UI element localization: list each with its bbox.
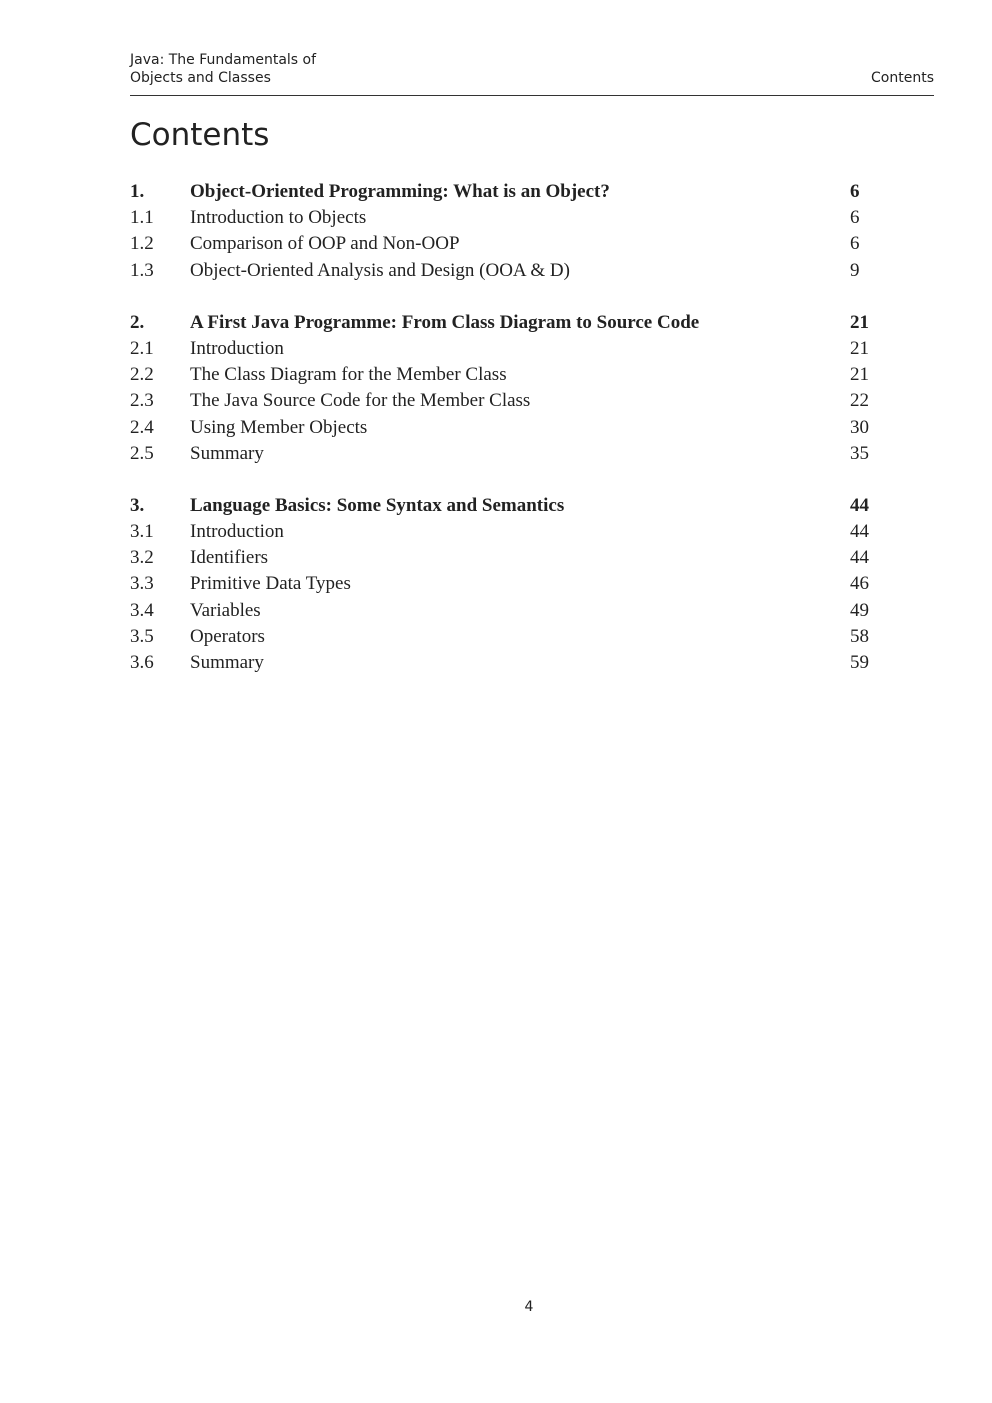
- toc-chapter-title: A First Java Programme: From Class Diagram to Source Code: [190, 311, 700, 333]
- toc-entry-row[interactable]: [130, 258, 890, 284]
- header-book-title-line1: Java: The Fundamentals of: [130, 52, 317, 68]
- toc-entry-number: 2.5: [130, 442, 154, 464]
- toc-entry-title: Operators: [190, 625, 265, 647]
- toc-entry-row[interactable]: [130, 571, 890, 597]
- toc-entry-title: Identifiers: [190, 547, 269, 569]
- toc-entry-title: Variables: [190, 599, 261, 621]
- toc-entry-row[interactable]: [130, 231, 890, 257]
- toc-entry-page: 21: [850, 364, 869, 386]
- toc-entry-title: Introduction to Objects: [190, 207, 367, 229]
- toc-entry-number: 3.6: [130, 652, 154, 673]
- running-header: [130, 50, 934, 96]
- toc-entry-row[interactable]: [130, 545, 890, 571]
- page-number: 4: [524, 1299, 534, 1315]
- toc-entry-row[interactable]: [130, 415, 890, 441]
- toc-entry-number: 2.2: [130, 364, 154, 386]
- toc-chapter-row[interactable]: [130, 179, 890, 205]
- header-section-name: Contents: [871, 70, 934, 86]
- toc-entry-number: 3.5: [130, 625, 154, 647]
- toc-entry-row[interactable]: [130, 388, 890, 414]
- toc-entry-row[interactable]: [130, 441, 890, 467]
- page-title: Contents: [130, 117, 270, 153]
- toc-entry-page: 6: [850, 207, 860, 229]
- toc-chapter-number: 1.: [130, 181, 145, 202]
- toc-entry-number: 3.4: [130, 599, 154, 621]
- toc-entry-title: Object-Oriented Analysis and Design (OOA & D): [190, 259, 570, 281]
- toc-entry-title: Summary: [190, 652, 264, 673]
- toc-entry-title: The Java Source Code for the Member Class: [190, 390, 531, 412]
- toc-entry-number: 1.2: [130, 233, 154, 255]
- toc-entry-title: The Class Diagram for the Member Class: [190, 364, 507, 386]
- toc-entry-page: 44: [850, 521, 869, 543]
- toc-chapter-page: 21: [850, 311, 869, 333]
- toc-entry-row[interactable]: [130, 624, 890, 650]
- toc-entry-number: 3.2: [130, 547, 154, 569]
- table-of-contents: [130, 179, 890, 702]
- toc-entry-number: 1.3: [130, 259, 154, 281]
- toc-entry-row[interactable]: [130, 519, 890, 545]
- toc-chapter-3: [130, 493, 890, 676]
- toc-entry-page: 59: [850, 652, 869, 673]
- toc-entry-title: Comparison of OOP and Non-OOP: [190, 233, 460, 255]
- toc-entry-number: 2.4: [130, 416, 154, 438]
- toc-entry-title: Primitive Data Types: [190, 573, 351, 595]
- toc-entry-row[interactable]: [130, 205, 890, 231]
- toc-entry-row[interactable]: [130, 650, 890, 676]
- toc-chapter-page: 44: [850, 494, 869, 516]
- toc-chapter-title: Object-Oriented Programming: What is an Object?: [190, 181, 610, 202]
- toc-entry-page: 49: [850, 599, 869, 621]
- toc-chapter-page: 6: [850, 181, 860, 202]
- toc-entry-number: 2.1: [130, 337, 154, 359]
- toc-entry-page: 46: [850, 573, 869, 595]
- toc-entry-number: 2.3: [130, 390, 154, 412]
- toc-chapter-row[interactable]: [130, 310, 890, 336]
- header-book-title-line2: Objects and Classes: [130, 70, 271, 86]
- toc-entry-number: 3.3: [130, 573, 154, 595]
- toc-entry-number: 3.1: [130, 521, 154, 543]
- toc-entry-page: 44: [850, 547, 869, 569]
- toc-entry-page: 35: [850, 442, 869, 464]
- toc-entry-page: 30: [850, 416, 869, 438]
- toc-entry-number: 1.1: [130, 207, 154, 229]
- toc-chapter-title: Language Basics: Some Syntax and Semantics: [190, 494, 565, 516]
- toc-entry-page: 22: [850, 390, 869, 412]
- toc-entry-page: 21: [850, 337, 869, 359]
- toc-entry-title: Introduction: [190, 337, 284, 359]
- toc-entry-page: 58: [850, 625, 869, 647]
- toc-chapter-row[interactable]: [130, 493, 890, 519]
- header-book-title: [130, 51, 316, 87]
- toc-entry-row[interactable]: [130, 598, 890, 624]
- toc-entry-page: 9: [850, 259, 860, 281]
- toc-chapter-number: 3.: [130, 494, 145, 516]
- toc-chapter-1: [130, 179, 890, 284]
- toc-entry-title: Introduction: [190, 521, 284, 543]
- toc-entry-row[interactable]: [130, 362, 890, 388]
- toc-entry-page: 6: [850, 233, 860, 255]
- toc-chapter-2: [130, 310, 890, 467]
- toc-chapter-number: 2.: [130, 311, 145, 333]
- toc-entry-title: Using Member Objects: [190, 416, 368, 438]
- toc-entry-row[interactable]: [130, 336, 890, 362]
- toc-entry-title: Summary: [190, 442, 264, 464]
